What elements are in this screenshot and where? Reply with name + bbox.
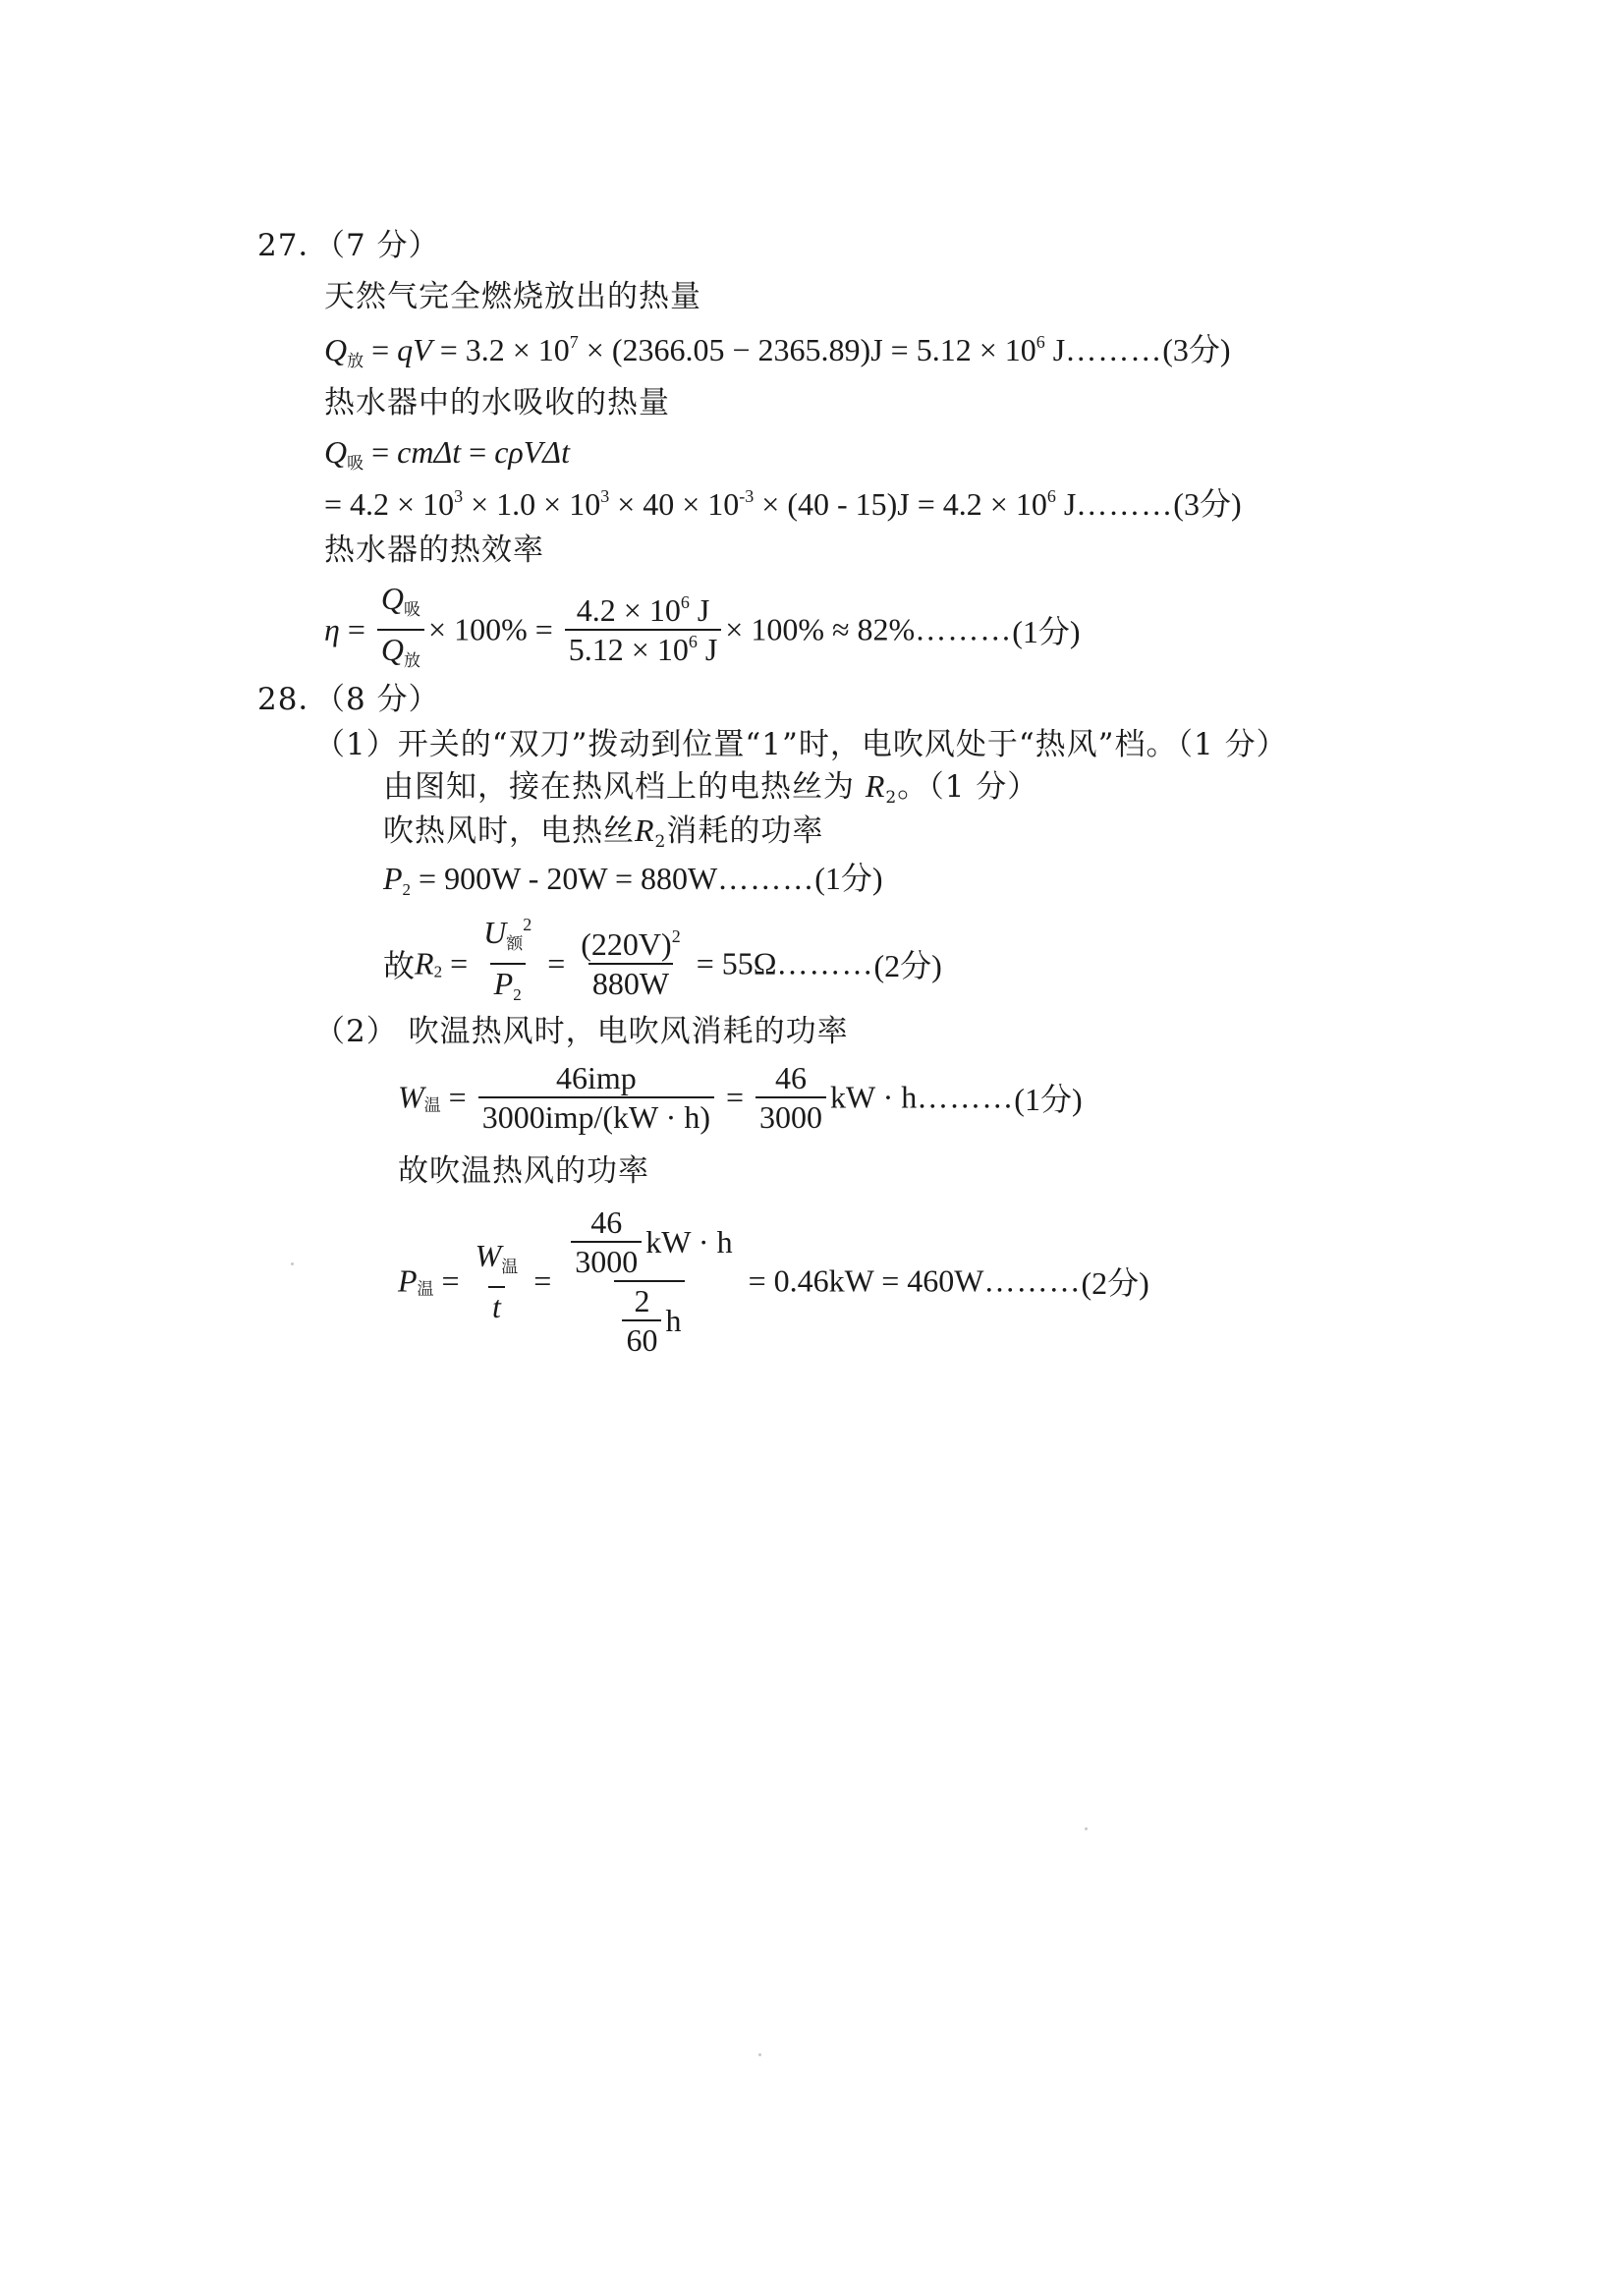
q27-header: 27．（7 分） — [257, 228, 440, 263]
compound-fraction: $\frac{46}{3000}$ kW · h $\frac{2}{60}$ h — [563, 1204, 736, 1359]
q27-step2-label: 热水器中的水吸收的热量 — [324, 385, 670, 420]
q28-p2-formula: $P_2 = 900W - 20W$ = 880W………(1分) — [383, 861, 883, 899]
scan-speck — [291, 1262, 294, 1265]
fraction: $\frac{W_温}{t}$ — [475, 1238, 519, 1324]
q28-w-formula: $W_温$ = $\frac{\text{46imp}}{\text{3000imp/(kW · h)}}$ = $\frac{46}{3000}$ kW · h………(1分) — [398, 1060, 1083, 1135]
fraction: $\frac{U_额^2}{P_2}$ — [479, 914, 535, 1014]
q27-efficiency-formula: η = $\frac{Q_吸}{Q_放}$ × 100% = $\frac{4.2 \times 10^6 J}{5.12 \times 10^6 J}$ × 100% ≈ 82%………(1分) — [324, 580, 1081, 680]
q27-q-absorb-calc: = $4.2 \times 10^3 \times 1.0 \times 10^3 \times 40 \times 10^{-3} \times (40 - 15)J = 4.2 \times 10^6$ J………(3分) — [324, 486, 1242, 522]
q27-q-release-formula: $Q_放$ = qV = $3.2 \times 10^7 \times (2366.05 - 2365.89)J = 5.12 \times 10^6$ J………(3分) — [324, 332, 1231, 370]
score: (3分) — [1162, 332, 1231, 367]
q28-part2-label: （2） 吹温热风时，电吹风消耗的功率 — [314, 1014, 849, 1049]
score: (2分) — [1081, 1265, 1149, 1301]
score: (3分) — [1173, 486, 1242, 522]
score: (2分) — [873, 948, 942, 983]
fraction: $\frac{46}{3000}$ — [756, 1059, 826, 1136]
scan-speck — [758, 2053, 761, 2056]
fraction: $\frac{46}{3000}$ — [571, 1204, 642, 1280]
q28-r2-formula: 故$R_2$ = $\frac{U_额^2}{P_2}$ = $\frac{(220V)^2}{880W}$ = 55Ω………(2分) — [383, 914, 942, 1014]
q28-part2-line2: 故吹温热风的功率 — [398, 1153, 649, 1189]
scan-speck — [1085, 1827, 1088, 1830]
q28-part1-label: （1）开关的“双刀”拨动到位置“1”时，电吹风处于“热风”档。（1 分） — [314, 727, 1288, 762]
fraction: $\frac{Q_吸}{Q_放}$ — [377, 580, 424, 680]
fraction: $\frac{\text{46imp}}{\text{3000imp/(kW · h)}}$ — [478, 1059, 714, 1136]
fraction: $\frac{(220V)^2}{880W}$ — [581, 926, 681, 1001]
q27-q-absorb-formula: $Q_吸 = cm\Delta t = c\rho V\Delta t$ — [324, 434, 570, 473]
score: (1分) — [1012, 614, 1081, 649]
q28-header: 28．（8 分） — [257, 682, 440, 717]
fraction: $\frac{4.2 \times 10^6 J}{5.12 \times 10^6 J}$ — [565, 591, 722, 668]
q28-p-formula: $P_温$ = $\frac{W_温}{t}$ = $\frac{46}{3000}$ kW · h $\frac{2}{60}$ h = 0.46kW = 460W………(2分) — [398, 1204, 1149, 1358]
q27-step3-label: 热水器的热效率 — [324, 532, 544, 568]
q27-step1-label: 天然气完全燃烧放出的热量 — [324, 279, 701, 314]
q28-part1-line2: 由图知，接在热风档上的电热丝为 $R_2$。（1 分） — [383, 768, 1039, 808]
score: (1分) — [814, 861, 883, 896]
score: (1分) — [1014, 1082, 1083, 1117]
fraction: $\frac{2}{60}$ — [622, 1282, 661, 1359]
q28-part1-line3: 吹热风时，电热丝$R_2$消耗的功率 — [383, 812, 824, 852]
